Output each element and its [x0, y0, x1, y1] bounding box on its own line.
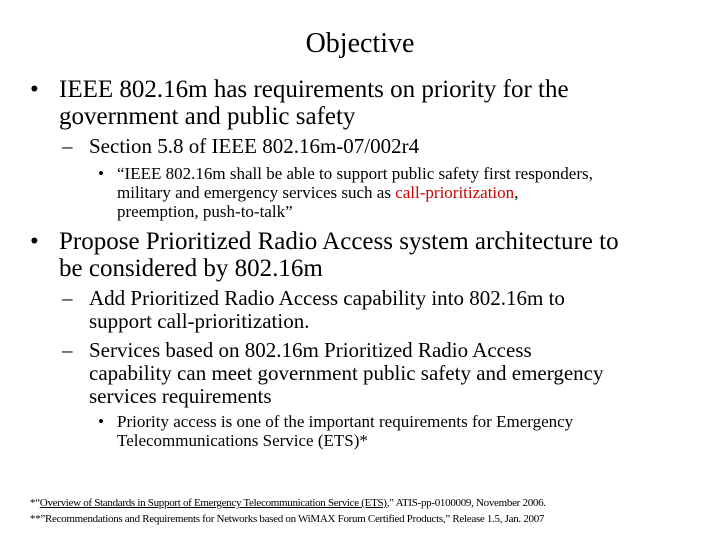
bullet-2-2-line-3: services requirements — [89, 384, 272, 408]
bullet-1-line-1: IEEE 802.16m has requirements on priority for the — [59, 76, 569, 103]
bullet-2-1-line-2: support call-prioritization. — [89, 309, 310, 333]
bullet-marker: • — [98, 164, 104, 183]
bullet-1-1 — [62, 135, 702, 158]
bullet-2-line-1: Propose Prioritized Radio Access system architecture to — [59, 228, 619, 255]
bullet-2-2-1-line-2: Telecommunications Service (ETS)* — [117, 431, 368, 450]
bullet-2 — [30, 228, 720, 282]
quote-line-2-text: military and emergency services such as — [117, 183, 396, 202]
footnote-1-suffix: ,” ATIS-pp-0100009, November 2006. — [386, 497, 546, 509]
bullet-2-line-2: be considered by 802.16m — [59, 255, 323, 282]
dash-marker: – — [62, 338, 73, 362]
bullet-marker: • — [30, 76, 39, 103]
highlight-call-prioritization: call-prioritization — [395, 183, 515, 202]
quote-line-3: preemption, push-to-talk” — [117, 202, 293, 221]
bullet-2-2-1-line-1: Priority access is one of the important requirements for Emergency — [117, 412, 574, 431]
bullet-marker: • — [30, 228, 39, 255]
bullet-2-2-line-2: capability can meet government public safety and emergency — [89, 361, 604, 385]
bullet-1-1-1 — [98, 164, 708, 221]
bullet-2-2-line-1: Services based on 802.16m Prioritized Radio Access — [89, 338, 532, 362]
quote-line-2 — [117, 183, 708, 202]
footnote-1 — [30, 496, 546, 510]
bullet-2-2 — [62, 339, 712, 408]
dash-marker: – — [62, 286, 73, 310]
bullet-1-1-text: Section 5.8 of IEEE 802.16m-07/002r4 — [89, 134, 420, 158]
dash-marker: – — [62, 134, 73, 158]
quote-line-1: “IEEE 802.16m shall be able to support public safety first responders, — [117, 164, 593, 183]
slide-title: Objective — [305, 28, 415, 59]
footnote-1-prefix: *“ — [30, 497, 40, 509]
bullet-1-line-2: government and public safety — [59, 103, 356, 130]
bullet-2-2-1 — [98, 412, 708, 450]
bullet-marker: • — [98, 412, 104, 431]
bullet-2-1-line-1: Add Prioritized Radio Access capability into 802.16m to — [89, 286, 565, 310]
footnote-1-link[interactable]: Overview of Standards in Support of Emergency Telecommunication Service (ETS) — [39, 497, 387, 509]
quote-line-2-comma: , — [514, 183, 519, 202]
bullet-2-1 — [62, 287, 702, 333]
footnote-2: **”Recommendations and Requirements for Networks based on WiMAX Forum Certified Products,” Release 1.5, Jan. 2007 — [30, 513, 545, 525]
bullet-1 — [30, 76, 710, 130]
